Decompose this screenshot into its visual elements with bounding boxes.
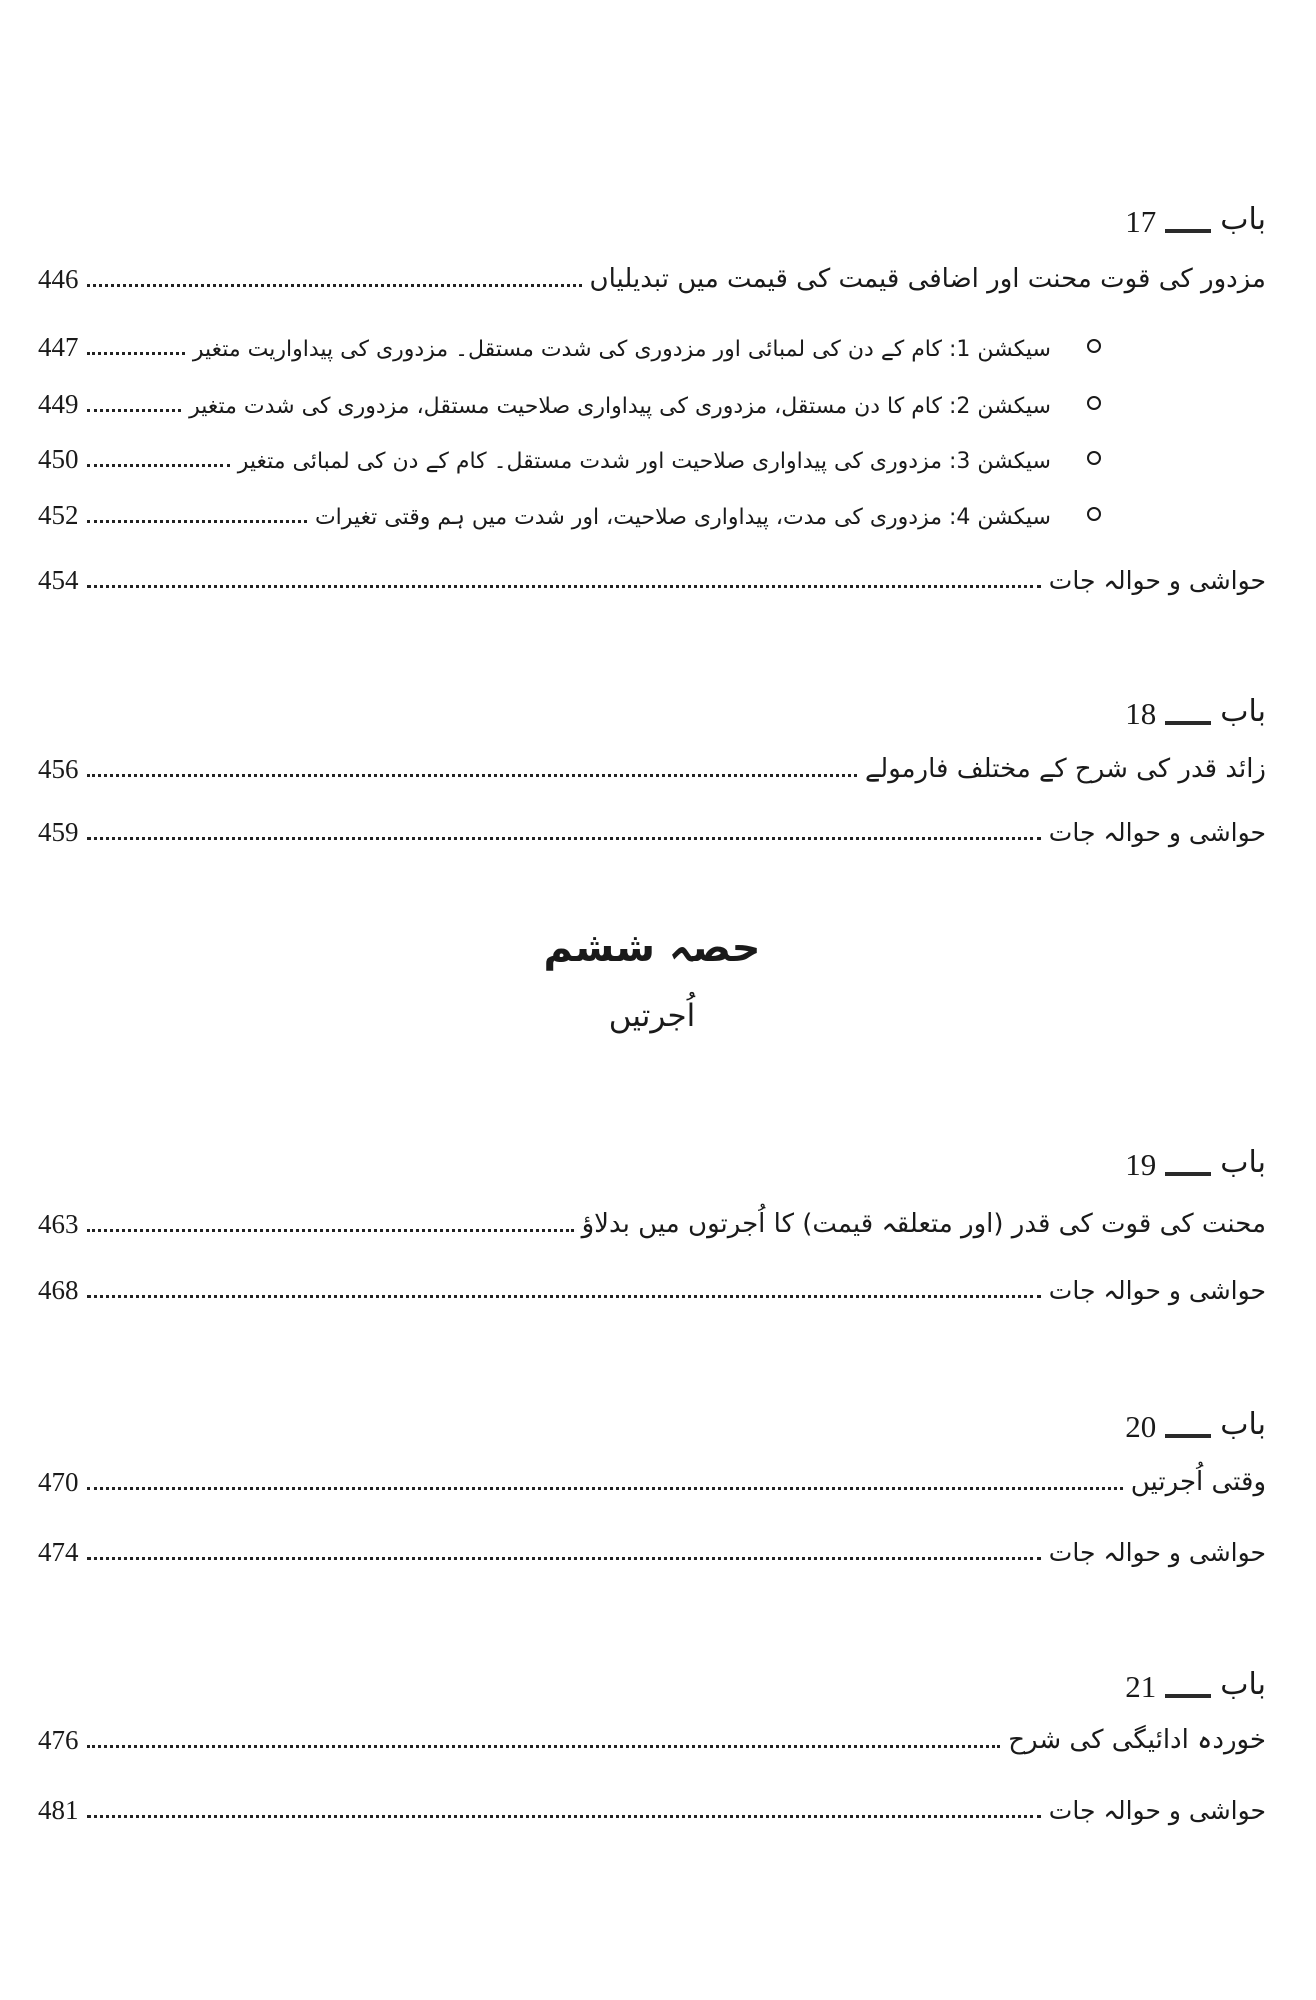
dot-leader	[87, 1557, 1041, 1560]
dot-leader	[87, 352, 185, 355]
section-bullet-icon	[1087, 396, 1101, 410]
dot-leader	[87, 1487, 1123, 1490]
chapter-number: 19	[1125, 1146, 1157, 1182]
section-bullet-icon	[1087, 451, 1101, 465]
page-number: 481	[38, 1795, 79, 1826]
chapter-number: 18	[1125, 695, 1157, 731]
chapter-21-footnotes-row	[38, 1778, 1266, 1828]
chapter-word: باب	[1220, 201, 1266, 237]
section-label: سیکشن 4: مزدوری کی مدت، پیداواری صلاحیت، اور شدت میں ہم وقتی تغیرات	[314, 505, 1051, 531]
chapter-19-footnotes-row	[38, 1258, 1266, 1308]
page-number: 447	[38, 332, 79, 363]
page-number: 468	[38, 1275, 79, 1306]
chapter-20-heading	[38, 1395, 1266, 1445]
chapter-word: باب	[1220, 1666, 1266, 1702]
page-number: 449	[38, 389, 79, 420]
dot-leader	[87, 520, 307, 523]
chapter-title: محنت کی قوت کی قدر (اور متعلقہ قیمت) کا اُجرتوں میں بدلاؤ	[581, 1208, 1266, 1239]
chapter-title: خوردہ ادائیگی کی شرح	[1008, 1724, 1266, 1755]
page-number: 450	[38, 444, 79, 475]
page-number: 456	[38, 754, 79, 785]
chapter-word: باب	[1220, 1406, 1266, 1442]
chapter-18-heading	[38, 682, 1266, 732]
chapter-17-section-2-row	[38, 372, 1266, 422]
page-number: 446	[38, 264, 79, 295]
chapter-word: باب	[1220, 693, 1266, 729]
footnotes-label: حواشی و حوالہ جات	[1048, 566, 1266, 596]
chapter-title: زائد قدر کی شرح کے مختلف فارمولے	[865, 753, 1266, 784]
dot-leader	[87, 1229, 574, 1232]
section-label: سیکشن 1: کام کے دن کی لمبائی اور مزدوری کی شدت مستقل۔ مزدوری کی پیداواریت متغیر	[192, 337, 1051, 363]
chapter-17-heading	[38, 190, 1266, 240]
chapter-19-heading	[38, 1133, 1266, 1183]
chapter-21-heading	[38, 1655, 1266, 1705]
chapter-18-footnotes-row	[38, 800, 1266, 850]
chapter-17-section-3-row	[38, 427, 1266, 477]
chapter-title: مزدور کی قوت محنت اور اضافی قیمت کی قیمت میں تبدیلیاں	[589, 263, 1266, 294]
chapter-number-rule	[1165, 229, 1211, 233]
dot-leader	[87, 774, 858, 777]
page-number: 452	[38, 500, 79, 531]
dot-leader	[87, 1745, 1001, 1748]
dot-leader	[87, 837, 1041, 840]
dot-leader	[87, 1815, 1041, 1818]
part-title: حصہ ششم	[543, 925, 761, 971]
page-number: 470	[38, 1467, 79, 1498]
section-bullet-icon	[1087, 507, 1101, 521]
dot-leader	[87, 585, 1041, 588]
chapter-20-footnotes-row	[38, 1520, 1266, 1570]
dot-leader	[87, 284, 582, 287]
page-number: 463	[38, 1209, 79, 1240]
chapter-18-title-row	[38, 737, 1266, 787]
dot-leader	[87, 464, 230, 467]
footnotes-label: حواشی و حوالہ جات	[1048, 1276, 1266, 1306]
dot-leader	[87, 409, 182, 412]
chapter-19-title-row	[38, 1192, 1266, 1242]
chapter-title: وقتی اُجرتیں	[1130, 1466, 1266, 1497]
footnotes-label: حواشی و حوالہ جات	[1048, 1538, 1266, 1568]
chapter-17-section-4-row	[38, 483, 1266, 533]
page-number: 459	[38, 817, 79, 848]
chapter-20-title-row	[38, 1450, 1266, 1500]
part-divider-subtitle-row	[38, 988, 1266, 1038]
chapter-17-section-1-row	[38, 315, 1266, 365]
page-number: 474	[38, 1537, 79, 1568]
chapter-number-rule	[1165, 1434, 1211, 1438]
footnotes-label: حواشی و حوالہ جات	[1048, 818, 1266, 848]
page-number: 454	[38, 565, 79, 596]
chapter-number: 20	[1125, 1408, 1157, 1444]
section-label: سیکشن 3: مزدوری کی پیداواری صلاحیت اور شدت مستقل۔ کام کے دن کی لمبائی متغیر	[237, 449, 1051, 475]
chapter-number: 21	[1125, 1668, 1157, 1704]
chapter-number: 17	[1125, 203, 1157, 239]
section-bullet-icon	[1087, 339, 1101, 353]
chapter-17-footnotes-row	[38, 548, 1266, 598]
chapter-17-title-row	[38, 247, 1266, 297]
part-subtitle: اُجرتیں	[608, 998, 696, 1035]
dot-leader	[87, 1295, 1041, 1298]
chapter-number-rule	[1165, 1172, 1211, 1176]
page-number: 476	[38, 1725, 79, 1756]
chapter-number-rule	[1165, 1694, 1211, 1698]
chapter-number-rule	[1165, 721, 1211, 725]
section-label: سیکشن 2: کام کا دن مستقل، مزدوری کی پیداواری صلاحیت مستقل، مزدوری کی شدت متغیر	[189, 394, 1051, 420]
footnotes-label: حواشی و حوالہ جات	[1048, 1796, 1266, 1826]
part-divider-title-row	[38, 925, 1266, 975]
chapter-word: باب	[1220, 1144, 1266, 1180]
chapter-21-title-row	[38, 1708, 1266, 1758]
